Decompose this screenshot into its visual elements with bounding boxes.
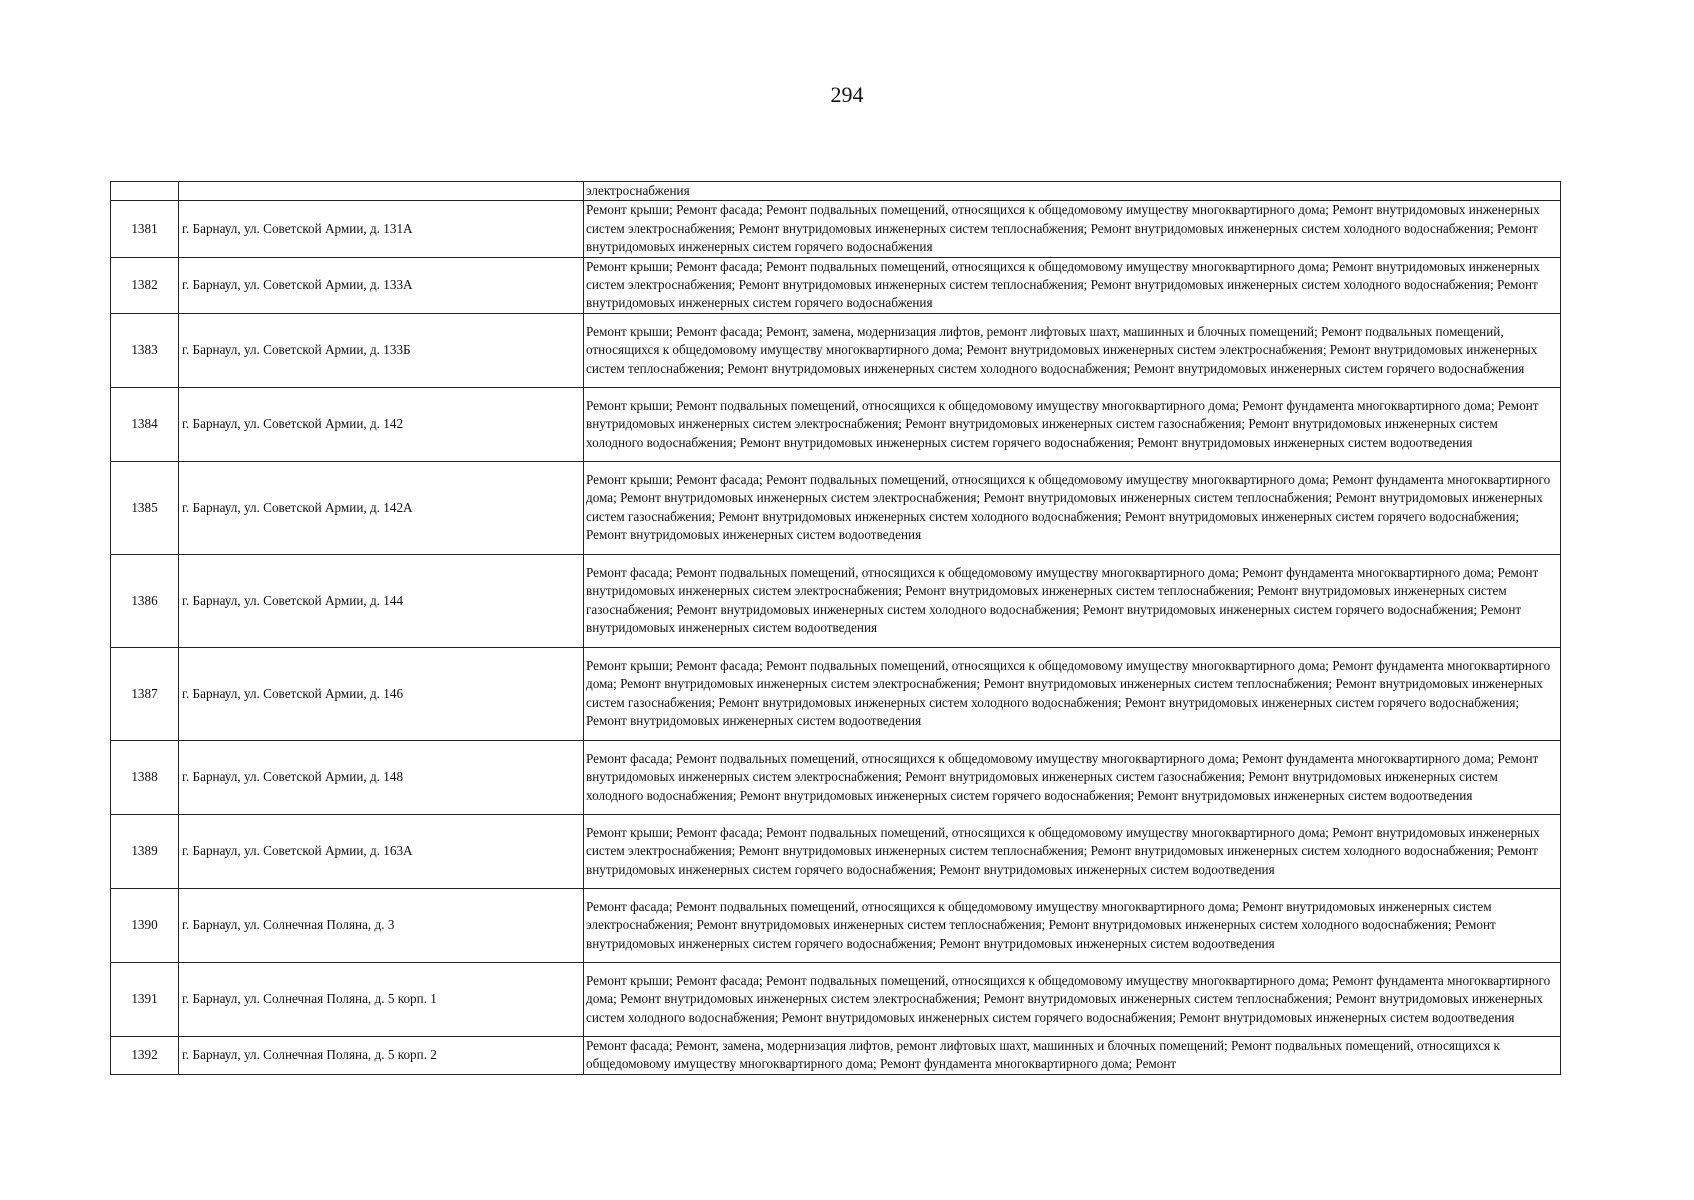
works-cell: Ремонт крыши; Ремонт фасада; Ремонт, замена, модернизация лифтов, ремонт лифтовых шахт, машинных и блочных помещений; Ремонт подвальных помещений, относящихся к общедомовому имуществу многоквартирного дома; Ремонт внутридомовых инженерных систем электроснабжения; Ремонт внутридомовых инженерных систем теплоснабжения; Ремонт внутридомовых инженерных систем холодного водоснабжения; Ремонт внутридомовых инженерных систем горячего водоснабжения [584,313,1561,387]
table-row [111,257,1561,313]
table-row [111,387,1561,461]
address-cell: г. Барнаул, ул. Советской Армии, д. 133Б [179,313,584,387]
row-number: 1384 [111,387,179,461]
table-row [111,461,1561,554]
table-row [111,814,1561,888]
row-number: 1387 [111,647,179,740]
address-cell: г. Барнаул, ул. Солнечная Поляна, д. 5 корп. 2 [179,1036,584,1074]
address-cell: г. Барнаул, ул. Солнечная Поляна, д. 5 корп. 1 [179,962,584,1036]
table-row [111,554,1561,647]
row-number: 1386 [111,554,179,647]
address-cell: г. Барнаул, ул. Советской Армии, д. 148 [179,740,584,814]
repair-works-table [110,181,1561,1075]
works-cell: Ремонт фасада; Ремонт подвальных помещений, относящихся к общедомовому имуществу многоквартирного дома; Ремонт фундамента многоквартирного дома; Ремонт внутридомовых инженерных систем электроснабжения; Ремонт внутридомовых инженерных систем теплоснабжения; Ремонт внутридомовых инженерных систем газоснабжения; Ремонт внутридомовых инженерных систем холодного водоснабжения; Ремонт внутридомовых инженерных систем горячего водоснабжения; Ремонт внутридомовых инженерных систем водоотведения [584,554,1561,647]
works-cell: Ремонт крыши; Ремонт фасада; Ремонт подвальных помещений, относящихся к общедомовому имуществу многоквартирного дома; Ремонт внутридомовых инженерных систем электроснабжения; Ремонт внутридомовых инженерных систем теплоснабжения; Ремонт внутридомовых инженерных систем холодного водоснабжения; Ремонт внутридомовых инженерных систем горячего водоснабжения [584,257,1561,313]
works-cell: Ремонт крыши; Ремонт фасада; Ремонт подвальных помещений, относящихся к общедомовому имуществу многоквартирного дома; Ремонт фундамента многоквартирного дома; Ремонт внутридомовых инженерных систем электроснабжения; Ремонт внутридомовых инженерных систем теплоснабжения; Ремонт внутридомовых инженерных систем холодного водоснабжения; Ремонт внутридомовых инженерных систем горячего водоснабжения; Ремонт внутридомовых инженерных систем водоотведения [584,962,1561,1036]
works-cell: Ремонт крыши; Ремонт фасада; Ремонт подвальных помещений, относящихся к общедомовому имуществу многоквартирного дома; Ремонт фундамента многоквартирного дома; Ремонт внутридомовых инженерных систем электроснабжения; Ремонт внутридомовых инженерных систем теплоснабжения; Ремонт внутридомовых инженерных систем газоснабжения; Ремонт внутридомовых инженерных систем холодного водоснабжения; Ремонт внутридомовых инженерных систем горячего водоснабжения; Ремонт внутридомовых инженерных систем водоотведения [584,647,1561,740]
table-row [111,313,1561,387]
works-cell: Ремонт фасада; Ремонт подвальных помещений, относящихся к общедомовому имуществу многоквартирного дома; Ремонт фундамента многоквартирного дома; Ремонт внутридомовых инженерных систем электроснабжения; Ремонт внутридомовых инженерных систем газоснабжения; Ремонт внутридомовых инженерных систем холодного водоснабжения; Ремонт внутридомовых инженерных систем горячего водоснабжения; Ремонт внутридомовых инженерных систем водоотведения [584,740,1561,814]
num-cell [111,182,179,201]
row-number: 1383 [111,313,179,387]
works-cell: Ремонт крыши; Ремонт подвальных помещений, относящихся к общедомовому имуществу многоквартирного дома; Ремонт фундамента многоквартирного дома; Ремонт внутридомовых инженерных систем электроснабжения; Ремонт внутридомовых инженерных систем газоснабжения; Ремонт внутридомовых инженерных систем холодного водоснабжения; Ремонт внутридомовых инженерных систем горячего водоснабжения; Ремонт внутридомовых инженерных систем водоотведения [584,387,1561,461]
address-cell [179,182,584,201]
works-cell: Ремонт фасада; Ремонт подвальных помещений, относящихся к общедомовому имуществу многоквартирного дома; Ремонт внутридомовых инженерных систем электроснабжения; Ремонт внутридомовых инженерных систем теплоснабжения; Ремонт внутридомовых инженерных систем холодного водоснабжения; Ремонт внутридомовых инженерных систем горячего водоснабжения; Ремонт внутридомовых инженерных систем водоотведения [584,888,1561,962]
address-cell: г. Барнаул, ул. Советской Армии, д. 131А [179,201,584,257]
address-cell: г. Барнаул, ул. Советской Армии, д. 163А [179,814,584,888]
row-number: 1382 [111,257,179,313]
works-cell: Ремонт крыши; Ремонт фасада; Ремонт подвальных помещений, относящихся к общедомовому имуществу многоквартирного дома; Ремонт внутридомовых инженерных систем электроснабжения; Ремонт внутридомовых инженерных систем теплоснабжения; Ремонт внутридомовых инженерных систем холодного водоснабжения; Ремонт внутридомовых инженерных систем горячего водоснабжения; Ремонт внутридомовых инженерных систем водоотведения [584,814,1561,888]
address-cell: г. Барнаул, ул. Советской Армии, д. 142А [179,461,584,554]
works-cell: электроснабжения [584,182,1561,201]
row-number: 1392 [111,1036,179,1074]
works-cell: Ремонт крыши; Ремонт фасада; Ремонт подвальных помещений, относящихся к общедомовому имуществу многоквартирного дома; Ремонт фундамента многоквартирного дома; Ремонт внутридомовых инженерных систем электроснабжения; Ремонт внутридомовых инженерных систем теплоснабжения; Ремонт внутридомовых инженерных систем газоснабжения; Ремонт внутридомовых инженерных систем холодного водоснабжения; Ремонт внутридомовых инженерных систем горячего водоснабжения; Ремонт внутридомовых инженерных систем водоотведения [584,461,1561,554]
table-row [111,888,1561,962]
address-cell: г. Барнаул, ул. Советской Армии, д. 133А [179,257,584,313]
works-cell: Ремонт крыши; Ремонт фасада; Ремонт подвальных помещений, относящихся к общедомовому имуществу многоквартирного дома; Ремонт внутридомовых инженерных систем электроснабжения; Ремонт внутридомовых инженерных систем теплоснабжения; Ремонт внутридомовых инженерных систем холодного водоснабжения; Ремонт внутридомовых инженерных систем горячего водоснабжения [584,201,1561,257]
row-number: 1388 [111,740,179,814]
row-number: 1391 [111,962,179,1036]
table-row-continuation [111,182,1561,201]
table-row [111,647,1561,740]
address-cell: г. Барнаул, ул. Советской Армии, д. 146 [179,647,584,740]
works-cell: Ремонт фасада; Ремонт, замена, модернизация лифтов, ремонт лифтовых шахт, машинных и блочных помещений; Ремонт подвальных помещений, относящихся к общедомовому имуществу многоквартирного дома; Ремонт фундамента многоквартирного дома; Ремонт [584,1036,1561,1074]
table-row [111,740,1561,814]
address-cell: г. Барнаул, ул. Солнечная Поляна, д. 3 [179,888,584,962]
table-row [111,962,1561,1036]
page-number: 294 [830,82,864,107]
row-number: 1390 [111,888,179,962]
address-cell: г. Барнаул, ул. Советской Армии, д. 144 [179,554,584,647]
table-row [111,1036,1561,1074]
row-number: 1381 [111,201,179,257]
address-cell: г. Барнаул, ул. Советской Армии, д. 142 [179,387,584,461]
row-number: 1389 [111,814,179,888]
table-row [111,201,1561,257]
row-number: 1385 [111,461,179,554]
